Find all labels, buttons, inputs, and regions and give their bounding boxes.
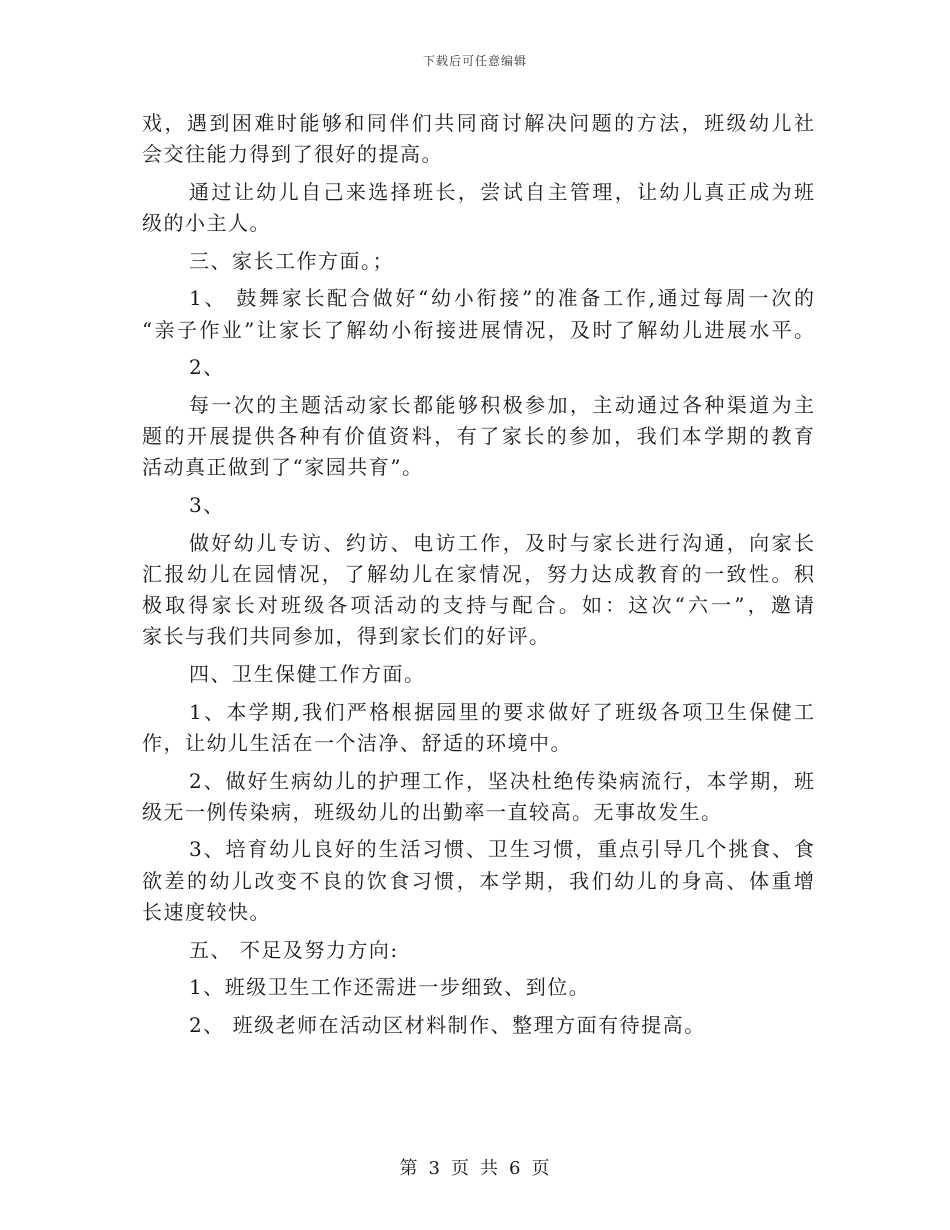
paragraph-line: 1、 鼓舞家长配合做好“幼小衔接”的准备工作,通过每周一次的 bbox=[189, 286, 814, 311]
section-heading: 三、家长工作方面。； bbox=[189, 248, 394, 273]
page-number: 3 bbox=[428, 1158, 441, 1179]
paragraph-line: 级无一例传染病，班级幼儿的出勤率一直较高。无事故发生。 bbox=[142, 799, 723, 824]
section-heading: 四、卫生保健工作方面。 bbox=[189, 662, 426, 686]
section-heading: 五、 不足及努力方向: bbox=[189, 937, 399, 962]
page-header: 下载后可任意编辑 bbox=[422, 54, 527, 68]
paragraph-line: 极取得家长对班级各项活动的支持与配合。如：这次“六一”，邀请 bbox=[142, 593, 814, 618]
paragraph-line: 通过让幼儿自己来选择班长，尝试自主管理，让幼儿真正成为班 bbox=[189, 179, 814, 204]
paragraph-line: 2、做好生病幼儿的护理工作，坚决杜绝传染病流行，本学期，班 bbox=[189, 768, 814, 793]
paragraph-line: 1、班级卫生工作还需进一步细致、到位。 bbox=[189, 975, 591, 1000]
document-body bbox=[142, 108, 814, 1041]
paragraph-line: 会交往能力得到了很好的提高。 bbox=[142, 142, 443, 167]
total-unit: 页 bbox=[531, 1158, 551, 1179]
paragraph-line: 级的小主人。 bbox=[142, 211, 271, 236]
total-label: 共 bbox=[480, 1158, 499, 1179]
paragraph-line: 做好幼儿专访、约访、电访工作，及时与家长进行沟通，向家长 bbox=[189, 530, 814, 555]
total-pages: 6 bbox=[509, 1158, 522, 1179]
paragraph-line: 每一次的主题活动家长都能够积极参加，主动通过各种渠道为主 bbox=[189, 393, 814, 417]
paragraph-line: 题的开展提供各种有价值资料，有了家长的参加，我们本学期的教育 bbox=[142, 424, 814, 449]
paragraph-line: 活动真正做到了“家园共育”。 bbox=[142, 455, 424, 480]
paragraph-line: 2、 班级老师在活动区材料制作、整理方面有待提高。 bbox=[189, 1012, 706, 1037]
page-unit: 页 bbox=[451, 1158, 470, 1179]
paragraph-line: 1、本学期,我们严格根据园里的要求做好了班级各项卫生保健工 bbox=[189, 699, 814, 724]
paragraph-line: “亲子作业”让家长了解幼小衔接进展情况，及时了解幼儿进展水平。 bbox=[142, 317, 814, 342]
paragraph-line: 长速度较快。 bbox=[142, 899, 271, 924]
paragraph-line: 家长与我们共同参加，得到家长们的好评。 bbox=[142, 624, 551, 649]
paragraph-line: 汇报幼儿在园情况，了解幼儿在家情况，努力达成教育的一致性。积 bbox=[142, 561, 814, 586]
page-footer bbox=[0, 1154, 950, 1180]
paragraph-line: 戏，遇到困难时能够和同伴们共同商讨解决问题的方法，班级幼儿社 bbox=[142, 111, 814, 135]
paragraph-line: 欲差的幼儿改变不良的饮食习惯，本学期，我们幼儿的身高、体重增 bbox=[142, 868, 814, 893]
list-number: 3、 bbox=[189, 493, 225, 518]
paragraph-line: 3、培育幼儿良好的生活习惯、卫生习惯，重点引导几个挑食、食 bbox=[189, 837, 814, 862]
paragraph-line: 作，让幼儿生活在一个洁净、舒适的环境中。 bbox=[142, 730, 572, 755]
list-number: 2、 bbox=[189, 355, 225, 380]
page-label: 第 bbox=[399, 1158, 419, 1179]
